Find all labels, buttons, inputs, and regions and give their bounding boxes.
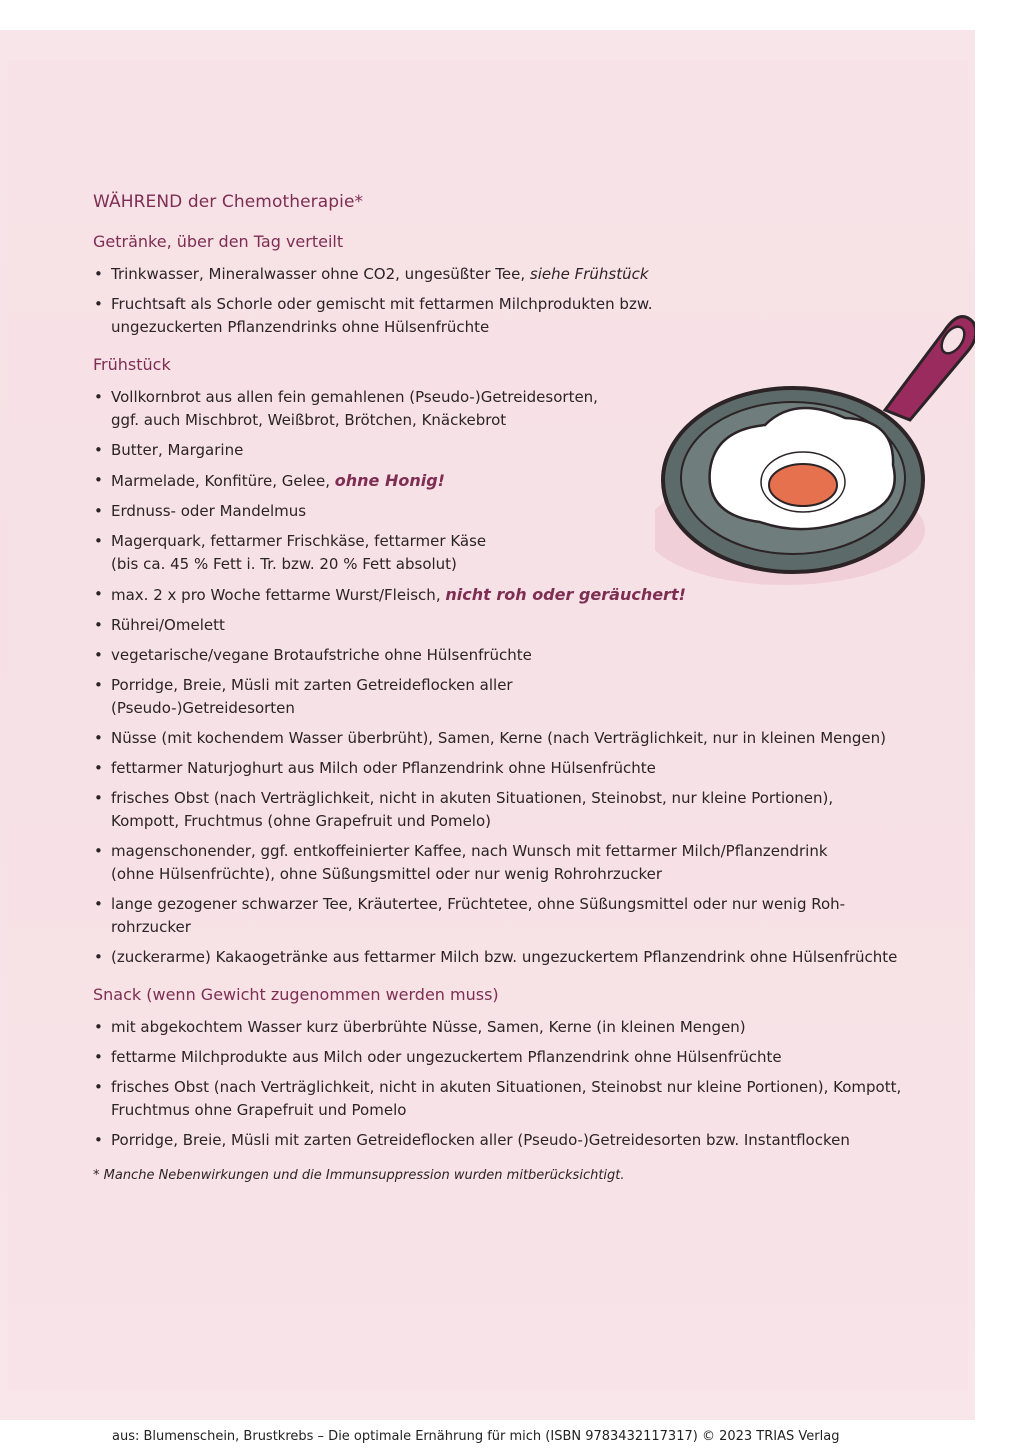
list-snack — [93, 1016, 943, 1152]
list-item: • frisches Obst (nach Verträglichkeit, nicht in akuten Situationen, Steinobst, nur kleine Portionen), Kompott, Fruchtmus (ohne Grapefruit und Pomelo) — [93, 787, 943, 833]
list-item: • fettarme Milchprodukte aus Milch oder ungezuckertem Pflanzendrink ohne Hülsenfrüchte — [93, 1046, 943, 1069]
list-item: • Porridge, Breie, Müsli mit zarten Getreideflocken aller (Pseudo-)Getreidesorten bzw. Instantflocken — [93, 1129, 943, 1152]
list-item: • Marmelade, Konfitüre, Gelee, ohne Honig! — [93, 469, 943, 493]
source-footer: aus: Blumenschein, Brustkrebs – Die optimale Ernährung für mich (ISBN 9783432117317) © 2023 TRIAS Verlag — [112, 1429, 840, 1444]
list-item: • magenschonender, ggf. entkoffeinierter Kaffee, nach Wunsch mit fettarmer Milch/Pflanzendrink (ohne Hülsenfrüchte), ohne Süßungsmittel oder nur wenig Rohrohrzucker — [93, 840, 943, 886]
list-item: • (zuckerarme) Kakaogetränke aus fettarmer Milch bzw. ungezuckertem Pflanzendrink ohne Hülsenfrüchte — [93, 946, 943, 969]
list-item: • Nüsse (mit kochendem Wasser überbrüht), Samen, Kerne (nach Verträglichkeit, nur in kleinen Mengen) — [93, 727, 943, 750]
list-getraenke — [93, 263, 943, 339]
list-item: • max. 2 x pro Woche fettarme Wurst/Fleisch, nicht roh oder geräuchert! — [93, 583, 943, 607]
content — [93, 192, 943, 1183]
list-item: • Magerquark, fettarmer Frischkäse, fettarmer Käse (bis ca. 45 % Fett i. Tr. bzw. 20 % Fett absolut) — [93, 530, 943, 576]
list-item: • fettarmer Naturjoghurt aus Milch oder Pflanzendrink ohne Hülsenfrüchte — [93, 757, 943, 780]
list-item: • Porridge, Breie, Müsli mit zarten Getreideflocken aller (Pseudo-)Getreidesorten — [93, 674, 943, 720]
list-item: • Butter, Margarine — [93, 439, 943, 462]
page-title: WÄHREND der Chemotherapie* — [93, 192, 364, 212]
list-item: • vegetarische/vegane Brotaufstriche ohne Hülsenfrüchte — [93, 644, 943, 667]
footnote: * Manche Nebenwirkungen und die Immunsuppression wurden mitberücksichtigt. — [93, 1168, 625, 1183]
list-item: • Vollkornbrot aus allen fein gemahlenen (Pseudo-)Getreidesorten, ggf. auch Mischbrot, Weißbrot, Brötchen, Knäckebrot — [93, 386, 943, 432]
list-item: • Fruchtsaft als Schorle oder gemischt mit fettarmen Milchprodukten bzw. ungezuckerten Pflanzendrinks ohne Hülsenfrüchte — [93, 293, 943, 339]
list-item: • frisches Obst (nach Verträglichkeit, nicht in akuten Situationen, Steinobst nur kleine Portionen), Kompott, Fruchtmus ohne Grapefruit und Pomelo — [93, 1076, 943, 1122]
list-item: • Erdnuss- oder Mandelmus — [93, 500, 943, 523]
list-item: • mit abgekochtem Wasser kurz überbrühte Nüsse, Samen, Kerne (in kleinen Mengen) — [93, 1016, 943, 1039]
list-item: • Rührei/Omelett — [93, 614, 943, 637]
list-item: • lange gezogener schwarzer Tee, Kräutertee, Früchtetee, ohne Süßungsmittel oder nur wenig Roh- rohrzucker — [93, 893, 943, 939]
section-heading-getraenke: Getränke, über den Tag verteilt — [93, 232, 344, 251]
list-item: • Trinkwasser, Mineralwasser ohne CO2, ungesüßter Tee, siehe Frühstück — [93, 263, 943, 286]
section-getraenke — [93, 232, 943, 339]
section-snack — [93, 985, 943, 1152]
list-fruehstueck — [93, 386, 943, 969]
section-fruehstueck — [93, 355, 943, 969]
section-heading-snack: Snack (wenn Gewicht zugenommen werden muss) — [93, 985, 499, 1004]
section-heading-fruehstueck: Frühstück — [93, 355, 171, 374]
